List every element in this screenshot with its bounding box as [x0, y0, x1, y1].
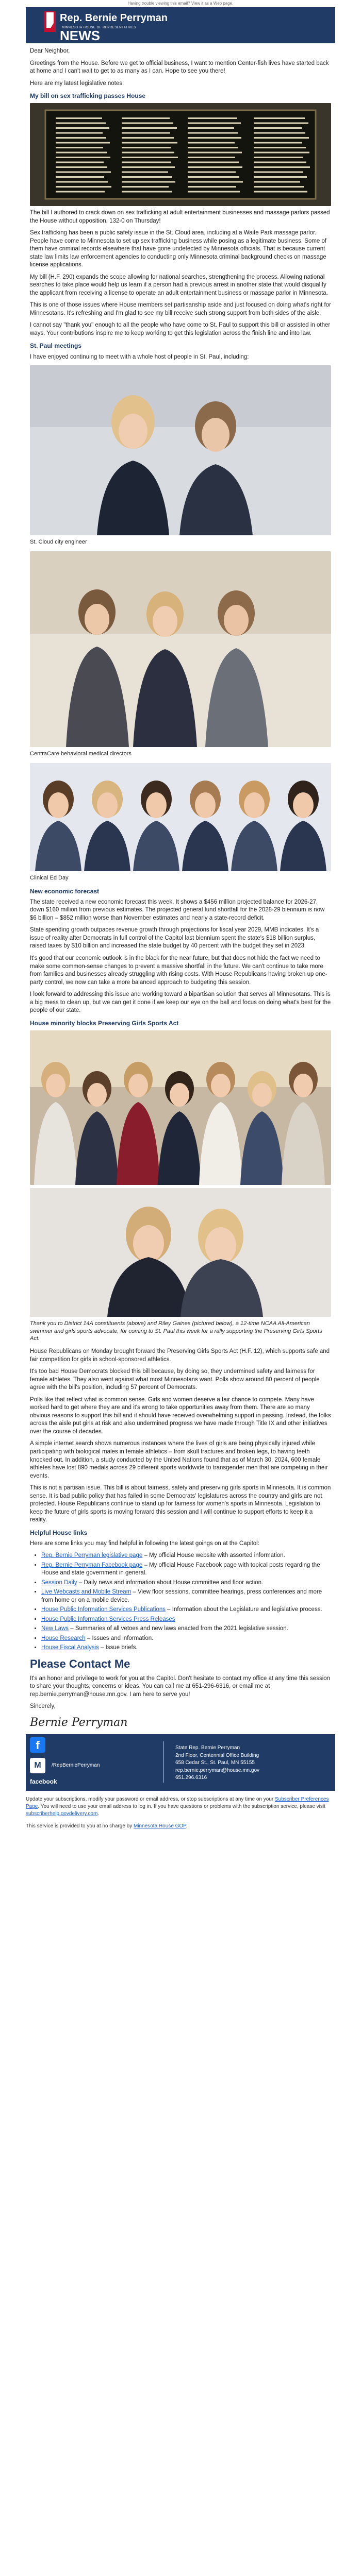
helpful-link-item [41, 1635, 331, 1643]
house-gop-link[interactable]: Minnesota House GOP [134, 1823, 186, 1829]
board-row [56, 152, 107, 154]
legal-text: . [97, 1811, 100, 1817]
footer [26, 1734, 335, 1791]
person-face [195, 792, 216, 818]
board-row [254, 117, 305, 119]
facebook-icon[interactable]: f [30, 1737, 45, 1753]
subscriber-preferences-link[interactable]: Subscriber Preferences Page [26, 1797, 329, 1810]
board-row [188, 123, 241, 124]
board-row [254, 137, 309, 139]
helpful-link[interactable]: New Laws [41, 1625, 69, 1632]
subscriber-help-link[interactable]: subscriberhelp.govdelivery.com [26, 1811, 98, 1817]
address-line: 2nd Floor, Centennial Office Building [175, 1752, 259, 1758]
board-row [254, 127, 302, 129]
person-face [48, 792, 69, 818]
photo-riley-gaines [30, 1188, 331, 1317]
helpful-link-item [41, 1552, 331, 1560]
board-row [188, 142, 235, 144]
person-face [244, 792, 265, 818]
legal-text: . [186, 1823, 188, 1829]
closing: Sincerely, [30, 1703, 56, 1710]
board-row [188, 191, 240, 193]
caption-clinical-ed-day: Clinical Ed Day [30, 874, 69, 881]
board-row [188, 152, 242, 154]
s4-p2: It's too bad House Democrats blocked this bill because, by doing so, they undermined safety and fairness for female athletes. They also went against what most Minnesotans want. Polls show around 80 percent of people agree with the bill's position, including 57 percent of Democrats. [30, 1368, 320, 1391]
photo-centracare [30, 551, 331, 747]
s3-p3: It's good that our economic outlook is in the black for the near future, but that does not hide the fact we need to make some common-sense changes to prevent a massive shortfall in the future. We can't continue to take more from families and businesses already struggling with rising costs. With House Republicans having broken up one-party control, we now can take a more balanced approach to budgeting this session. [30, 955, 327, 986]
helpful-link-desc: – My official House Facebook page with topical posts regarding the House and state government in general. [41, 1562, 320, 1577]
s3-p4: I look forward to addressing this issue and working toward a bipartisan solution that serves all Minnesotans. This is a big mess to clean up, but we can get it done if we keep our eye on the ball and focus on doing what's best for the people of our state. [30, 991, 331, 1014]
board-row [56, 172, 111, 173]
board-row [254, 186, 304, 188]
helpful-link-desc: – View floor sessions, committee hearings, press conferences and more from home or on a mobile device. [41, 1589, 322, 1603]
board-row [254, 166, 310, 168]
person-face [97, 792, 118, 818]
helpful-intro: Here are some links you may find helpful in following the latest goings on at the Capitol: [30, 1540, 259, 1547]
section-heading-girls-sports: House minority blocks Preserving Girls Sports Act [30, 1019, 179, 1027]
helpful-link-item [41, 1562, 331, 1578]
social-block [26, 1734, 100, 1791]
address-line: 658 Cedar St., St. Paul, MN 55155 [175, 1760, 255, 1766]
board-row [254, 132, 305, 134]
photo-city-engineer [30, 365, 331, 535]
header-name: Rep. Bernie Perryman [60, 12, 168, 24]
header-subtitle: MINNESOTA HOUSE OF REPRESENTATIVES [62, 26, 136, 29]
board-row [188, 186, 236, 188]
person-face [170, 1083, 189, 1107]
legal-text: . You will need to use your email address to log in. If you have questions or problems with the subscription service, please visit [38, 1804, 325, 1810]
address-email[interactable]: rep.bernie.perryman@house.mn.gov [175, 1767, 260, 1773]
board-row [254, 176, 307, 178]
board-row [56, 123, 106, 124]
board-row [56, 191, 105, 193]
board-row [122, 186, 169, 188]
board-row [56, 176, 104, 178]
legal-p1 [26, 1796, 335, 1818]
helpful-link[interactable]: House Fiscal Analysis [41, 1645, 99, 1651]
board-row [254, 123, 308, 124]
board-row [122, 162, 171, 163]
footer-address [175, 1744, 259, 1782]
newsletter-header [26, 7, 335, 43]
photo-vote-board [30, 103, 331, 206]
board-row [188, 166, 242, 168]
board-row [56, 137, 106, 139]
board-row [188, 176, 239, 178]
board-row [122, 117, 170, 119]
board-row [122, 142, 177, 144]
board-row [56, 181, 108, 183]
helpful-links-list [30, 1552, 331, 1652]
board-row [254, 191, 307, 193]
board-row [188, 172, 236, 173]
section-heading-helpful-links: Helpful House links [30, 1529, 88, 1536]
board-row [56, 162, 104, 163]
intro-2: Here are my latest legislative notes: [30, 80, 124, 87]
person-face [252, 1083, 272, 1107]
helpful-link-item [41, 1644, 331, 1652]
helpful-link-desc: – Daily news and information about House committee and floor action. [77, 1579, 264, 1586]
s3-p1: The state received a new economic forecast this week. It shows a $456 million projected balance for 2026-27, down $160 million from previous estimates. The projected general fund shortfall for the 2028-29 biennium is now $6 billion – $852 million worse than November estimates and nearly a state-record deficit. [30, 899, 325, 921]
helpful-link[interactable]: Session Daily [41, 1579, 77, 1586]
board-row [56, 132, 103, 134]
legal-text: This service is provided to you at no charge by [26, 1823, 134, 1829]
board-row [188, 137, 241, 139]
board-row [254, 142, 302, 144]
header-news: NEWS [60, 28, 100, 43]
helpful-link-desc: – Issues and information. [85, 1635, 154, 1641]
top-note: Having trouble viewing this email? View it as a Web page. [127, 1, 234, 6]
board-row [122, 166, 175, 168]
board-row [122, 152, 174, 154]
signature: Bernie Perryman [30, 1716, 128, 1729]
helpful-link[interactable]: House Public Information Services Press Releases [41, 1616, 175, 1622]
board-row [122, 127, 177, 129]
photo-rally-group [30, 1030, 331, 1185]
intro-1: Greetings from the House. Before we get to official business, I want to mention Center-fish lives have started back at home and I can't wait to get to as many as I can. Hope to see you there! [30, 60, 329, 75]
caption-city-engineer: St. Cloud city engineer [30, 539, 87, 546]
s3-p2: State spending growth outpaces revenue growth through projections for fiscal year 2029, MMB indicates. It's a issue of reality after Democrats in full control of the Capitol last biennium spent the state's $18 billion surplus, raised taxes by $10 billion and increased the state budget by 40 percent with the budget they set in 2023. [30, 927, 319, 950]
s1-p2: Sex trafficking has been a public safety issue in the St. Cloud area, including at a Waite Park massage parlor. People have come to Minnesota to set up sex trafficking business while posing as a legitimate business. Some of them have criminal records elsewhere that have gone undetected by Minnesota officials. That is because current state law limits law enforcement agencies to conducting only Minnesota criminal background checks on massage license applications. [30, 230, 327, 268]
s4-p3: Polls like that reflect what is common sense. Girls and women deserve a fair chance to compete. Many have worked hard to get where they are and it's wrong to take opportunities away from them. There are so many obvious reasons to support this bill and it should have received overwhelming support in passing. Instead, the folks across the aisle put girls at risk and also undermined progress we have made through Title IX and other initiatives over the course of decades. [30, 1396, 331, 1435]
board-row [122, 147, 171, 148]
section-heading-meetings: St. Paul meetings [30, 342, 82, 350]
helpful-link[interactable]: Rep. Bernie Perryman Facebook page [41, 1562, 143, 1568]
helpful-link-item [41, 1625, 331, 1633]
legal-p2 [26, 1823, 335, 1830]
section-heading-forecast: New economic forecast [30, 887, 100, 895]
helpful-link-item [41, 1616, 331, 1624]
helpful-link-desc: – Summaries of all vetoes and new laws enacted from the 2021 legislative session. [69, 1625, 288, 1632]
board-row [56, 186, 111, 188]
board-row [254, 172, 303, 173]
helpful-link-desc: – Information about the Legislature and legislative process. [165, 1606, 322, 1613]
helpful-link-item [41, 1606, 331, 1614]
s4-p1: House Republicans on Monday brought forward the Preserving Girls Sports Act (H.F. 12), which supports safe and fair competition for girls in school-sponsored athletics. [30, 1348, 330, 1363]
helpful-link[interactable]: House Research [41, 1635, 86, 1641]
caption-girls-sports: Thank you to District 14A constituents (above) and Riley Gaines (pictured below), a 12-time NCAA All-American swimmer and girls sports advocate, for coming to St. Paul this week for a rally supporting the Preserving Girls Sports Act. [30, 1320, 322, 1342]
helpful-link-desc: – Issue briefs. [99, 1645, 138, 1651]
helpful-link[interactable]: Live Webcasts and Mobile Stream [41, 1589, 132, 1596]
board-row [56, 142, 110, 144]
person-face [128, 1074, 148, 1097]
greeting: Dear Neighbor, [30, 48, 70, 54]
board-row [56, 127, 109, 129]
house-logo-icon: M [30, 1758, 45, 1773]
facebook-handle[interactable]: /RepBerniePerryman [52, 1762, 100, 1769]
photo-clinical-ed-day [30, 763, 331, 871]
helpful-link-item [41, 1579, 331, 1587]
board-row [122, 123, 173, 124]
s4-p5: This is not a partisan issue. This bill is about fairness, safety and preserving girls sports in Minnesota. It is common sense. It is bad public policy that has failed in some Democrats' legislatures across the country and girls are not protected. House Republicans continue to stand up for fairness for women's sports in Minnesota. Legislation to keep the future of girls sports is moving forward this session and I will continue to support efforts to keep it a reality. [30, 1485, 331, 1523]
board-row [56, 157, 110, 158]
s4-p4: A simple internet search shows numerous instances where the lives of girls are being physically injured while participating with biological males in female athletics – from skull fractures and broken legs, to having teeth knocked out. In addition, a study conducted by the United Nations found that as of March 30, 2024, 600 female athletes have lost 890 medals across 29 different sports worldwide to transgender men that are competing in their events. [30, 1440, 328, 1479]
person-face [293, 1074, 313, 1097]
legal-text: Update your subscriptions, modify your password or email address, or stop subscriptions at any time on your [26, 1797, 275, 1803]
person-face [293, 792, 314, 818]
address-line: State Rep. Bernie Perryman [175, 1745, 240, 1751]
board-row [56, 147, 103, 148]
helpful-link-item [41, 1588, 331, 1604]
board-row [188, 117, 237, 119]
person-face [46, 1074, 65, 1097]
s1-p5: I cannot say "thank you" enough to all the people who have come to St. Paul to support this bill or assisted in other ways. Your contributions inspire me to keep working to get this legislation across the finish line and into law. [30, 322, 331, 336]
legal-block [26, 1796, 335, 1830]
board-row [188, 181, 243, 183]
facebook-label[interactable]: facebook [30, 1778, 57, 1786]
board-row [188, 162, 239, 163]
board-row [122, 176, 172, 178]
board-row [254, 162, 306, 163]
vote-board-image [30, 103, 331, 206]
board-row [56, 117, 102, 119]
board-row [56, 166, 107, 168]
contact-heading: Please Contact Me [30, 1657, 130, 1670]
board-row [122, 137, 174, 139]
board-row [122, 132, 170, 134]
board-row [122, 157, 178, 158]
board-row [188, 127, 234, 129]
email-container [26, 7, 335, 1791]
board-row [254, 152, 309, 154]
person-face [87, 1083, 107, 1107]
board-row [122, 191, 172, 193]
helpful-link[interactable]: Rep. Bernie Perryman legislative page [41, 1552, 143, 1559]
s1-p3: My bill (H.F. 290) expands the scope allowing for national searches, strengthening the process. Allowing national searches to take place would help us learn if a person had a previous arrest in another state that would disqualify the applicant from receiving a license to operate an adult entertainment business or massage parlor in Minnesota. [30, 274, 328, 296]
board-row [122, 181, 175, 183]
board-row [188, 132, 238, 134]
content [26, 43, 335, 1730]
board-row [188, 157, 235, 158]
footer-divider [163, 1741, 164, 1783]
board-row [254, 157, 303, 158]
s1-p1: The bill I authored to crack down on sex trafficking at adult entertainment businesses and massage parlors passed the House without opposition, 132-0 on Thursday! [30, 210, 330, 224]
person-face [146, 792, 167, 818]
caption-centracare: CentraCare behavioral medical directors [30, 751, 132, 757]
board-row [122, 172, 168, 173]
person-face [211, 1074, 231, 1097]
board-row [254, 147, 306, 148]
helpful-link-desc: – My official House website with assorted information. [142, 1552, 285, 1559]
board-row [254, 181, 300, 183]
contact-p1: It's an honor and privilege to work for you at the Capitol. Don't hesitate to contact my office at any time this session to share your thoughts, concerns or ideas. You can call me at 651-296-6316, or email me at rep.bernie.perryman@house.mn.gov. I am here to serve you! [30, 1675, 331, 1698]
s2-p1: I have enjoyed continuing to meet with a whole host of people in St. Paul, including: [30, 353, 249, 360]
s1-p4: This is one of those issues where House members set partisanship aside and just focused on doing what's right for Minnesotans. It's refreshing and I'm glad to see my bill receive such strong support from both sides of the aisle. [30, 302, 331, 316]
board-row [188, 147, 238, 148]
helpful-link[interactable]: House Public Information Services Publications [41, 1606, 166, 1613]
section-heading-trafficking: My bill on sex trafficking passes House [30, 92, 146, 100]
address-phone: 651.296.6316 [175, 1775, 207, 1781]
